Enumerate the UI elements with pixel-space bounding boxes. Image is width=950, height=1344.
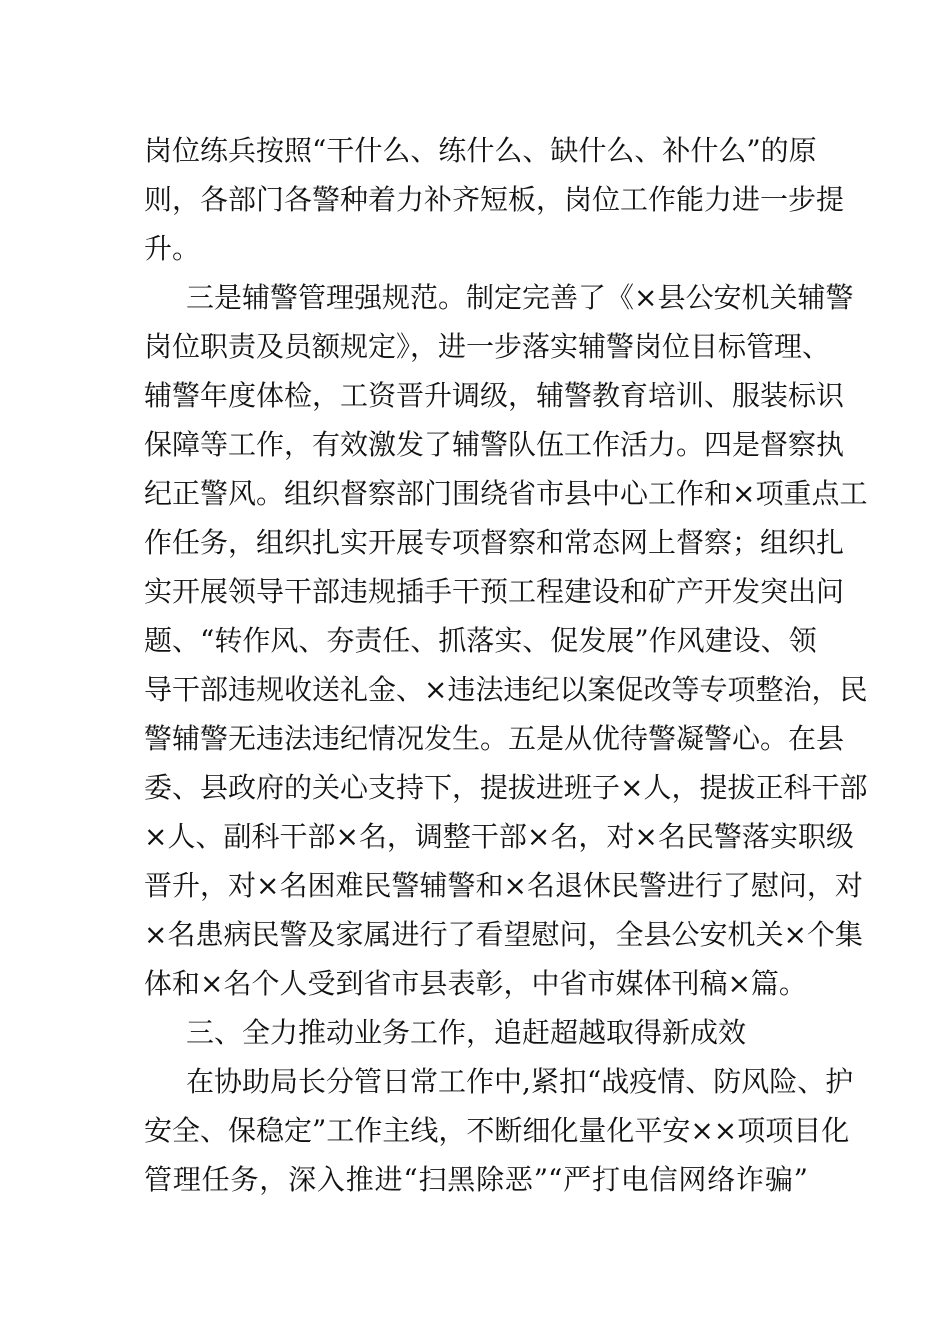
text-line: 辅警年度体检，工资晋升调级，辅警教育培训、服装标识 [144, 379, 845, 412]
text-line: 升。 [144, 232, 201, 265]
text-line: 警辅警无违法违纪情况发生。五是从优待警凝警心。在县 [144, 722, 845, 755]
text-line: 岗位练兵按照“干什么、练什么、缺什么、补什么”的原 [144, 134, 817, 167]
text-line: 体和×名个人受到省市县表彰，中省市媒体刊稿×篇。 [144, 967, 807, 1000]
text-line: ×名患病民警及家属进行了看望慰问，全县公安机关×个集 [144, 918, 863, 951]
text-line: 安全、保稳定”工作主线，不断细化量化平安××项项目化 [144, 1114, 850, 1147]
text-line: 岗位职责及员额规定》，进一步落实辅警岗位目标管理、 [144, 330, 831, 363]
text-line: 作任务，组织扎实开展专项督察和常态网上督察；组织扎 [144, 526, 845, 559]
text-line: 三是辅警管理强规范。制定完善了《×县公安机关辅警 [186, 281, 854, 314]
body-text [144, 126, 868, 1204]
text-line: ×人、副科干部×名，调整干部×名，对×名民警落实职级 [144, 820, 854, 853]
text-line: 在协助局长分管日常工作中,紧扣“战疫情、防风险、护 [186, 1065, 854, 1098]
text-line: 委、县政府的关心支持下，提拔进班子×人，提拔正科干部 [144, 771, 868, 804]
section-heading: 三、全力推动业务工作，追赶超越取得新成效 [186, 1016, 747, 1049]
text-line: 导干部违规收送礼金、×违法违纪以案促改等专项整治，民 [144, 673, 868, 706]
text-line: 纪正警风。组织督察部门围绕省市县中心工作和×项重点工 [144, 477, 868, 510]
text-line: 管理任务，深入推进“扫黑除恶”“严打电信网络诈骗” [144, 1163, 808, 1196]
text-line: 晋升，对×名困难民警辅警和×名退休民警进行了慰问，对 [144, 869, 863, 902]
text-line: 实开展领导干部违规插手干预工程建设和矿产开发突出问 [144, 575, 845, 608]
text-line: 保障等工作，有效激发了辅警队伍工作活力。四是督察执 [144, 428, 845, 461]
text-line: 则，各部门各警种着力补齐短板，岗位工作能力进一步提 [144, 183, 845, 216]
text-line: 题、“转作风、夯责任、抓落实、促发展”作风建设、领 [144, 624, 817, 657]
